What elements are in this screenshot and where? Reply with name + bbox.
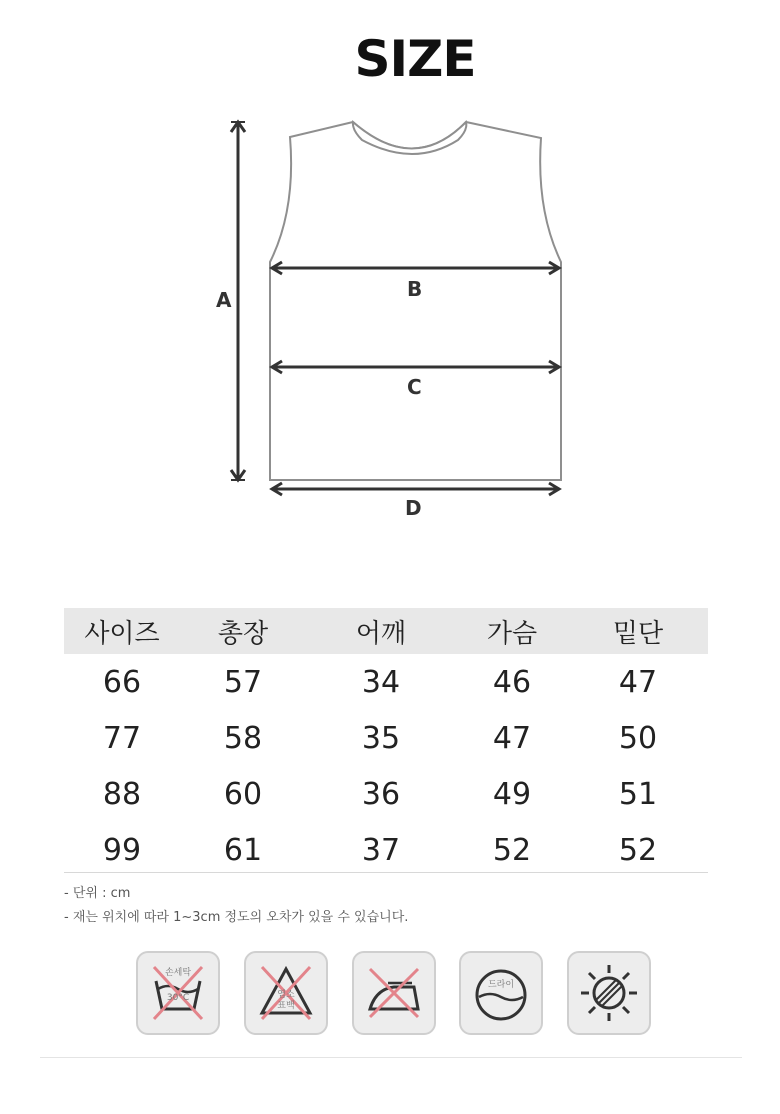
care-no-bleach	[244, 951, 328, 1035]
no-sun-dry-icon	[569, 953, 649, 1033]
care-hand-wash	[136, 951, 220, 1035]
garment-outline	[270, 122, 561, 480]
care-label-top: 염소	[277, 990, 295, 1000]
table-cell: 47	[492, 720, 532, 756]
table-cell: 46	[492, 664, 532, 700]
note-tolerance: - 재는 위치에 따라 1~3cm 정도의 오차가 있을 수 있습니다.	[64, 910, 409, 925]
header-hem: 밑단	[612, 618, 664, 649]
table-cell: 36	[361, 776, 401, 812]
care-no-sun-dry	[567, 951, 651, 1035]
note-unit: - 단위 : cm	[64, 886, 131, 901]
header-shoulder: 어깨	[355, 618, 407, 649]
table-row	[64, 822, 708, 878]
label-c: C	[407, 375, 422, 399]
bottom-divider	[40, 1057, 742, 1058]
no-iron-icon	[354, 953, 434, 1033]
table-cell: 61	[223, 832, 263, 868]
header-size: 사이즈	[84, 618, 160, 649]
table-cell: 77	[102, 720, 142, 756]
care-label-bottom: 30°C	[166, 993, 190, 1003]
care-label-bottom: 표백	[277, 1001, 295, 1011]
table-cell: 47	[618, 664, 658, 700]
size-table-header	[64, 608, 708, 654]
size-diagram	[0, 0, 780, 540]
measure-arrow-d	[272, 483, 559, 495]
measure-arrow-a	[231, 122, 245, 480]
header-chest: 가슴	[486, 618, 538, 649]
table-cell: 49	[492, 776, 532, 812]
table-cell: 52	[492, 832, 532, 868]
care-label-top: 손세탁	[164, 968, 192, 978]
header-length: 총장	[217, 618, 269, 649]
table-cell: 50	[618, 720, 658, 756]
table-row	[64, 766, 708, 822]
size-notes	[64, 882, 408, 930]
care-label-top: 드라이	[487, 980, 515, 990]
dry-clean-icon	[461, 953, 541, 1033]
table-row	[64, 710, 708, 766]
page-title: SIZE	[354, 30, 476, 88]
label-a: A	[216, 288, 232, 312]
care-dry-clean	[459, 951, 543, 1035]
table-cell: 37	[361, 832, 401, 868]
table-cell: 99	[102, 832, 142, 868]
label-d: D	[405, 496, 422, 520]
table-cell: 88	[102, 776, 142, 812]
care-no-iron	[352, 951, 436, 1035]
label-b: B	[407, 277, 423, 301]
table-cell: 57	[223, 664, 263, 700]
table-cell: 60	[223, 776, 263, 812]
table-cell: 52	[618, 832, 658, 868]
table-cell: 66	[102, 664, 142, 700]
table-cell: 51	[618, 776, 658, 812]
table-cell: 35	[361, 720, 401, 756]
table-divider	[64, 872, 708, 873]
table-cell: 58	[223, 720, 263, 756]
table-cell: 34	[361, 664, 401, 700]
table-row	[64, 654, 708, 710]
size-table	[64, 608, 708, 878]
